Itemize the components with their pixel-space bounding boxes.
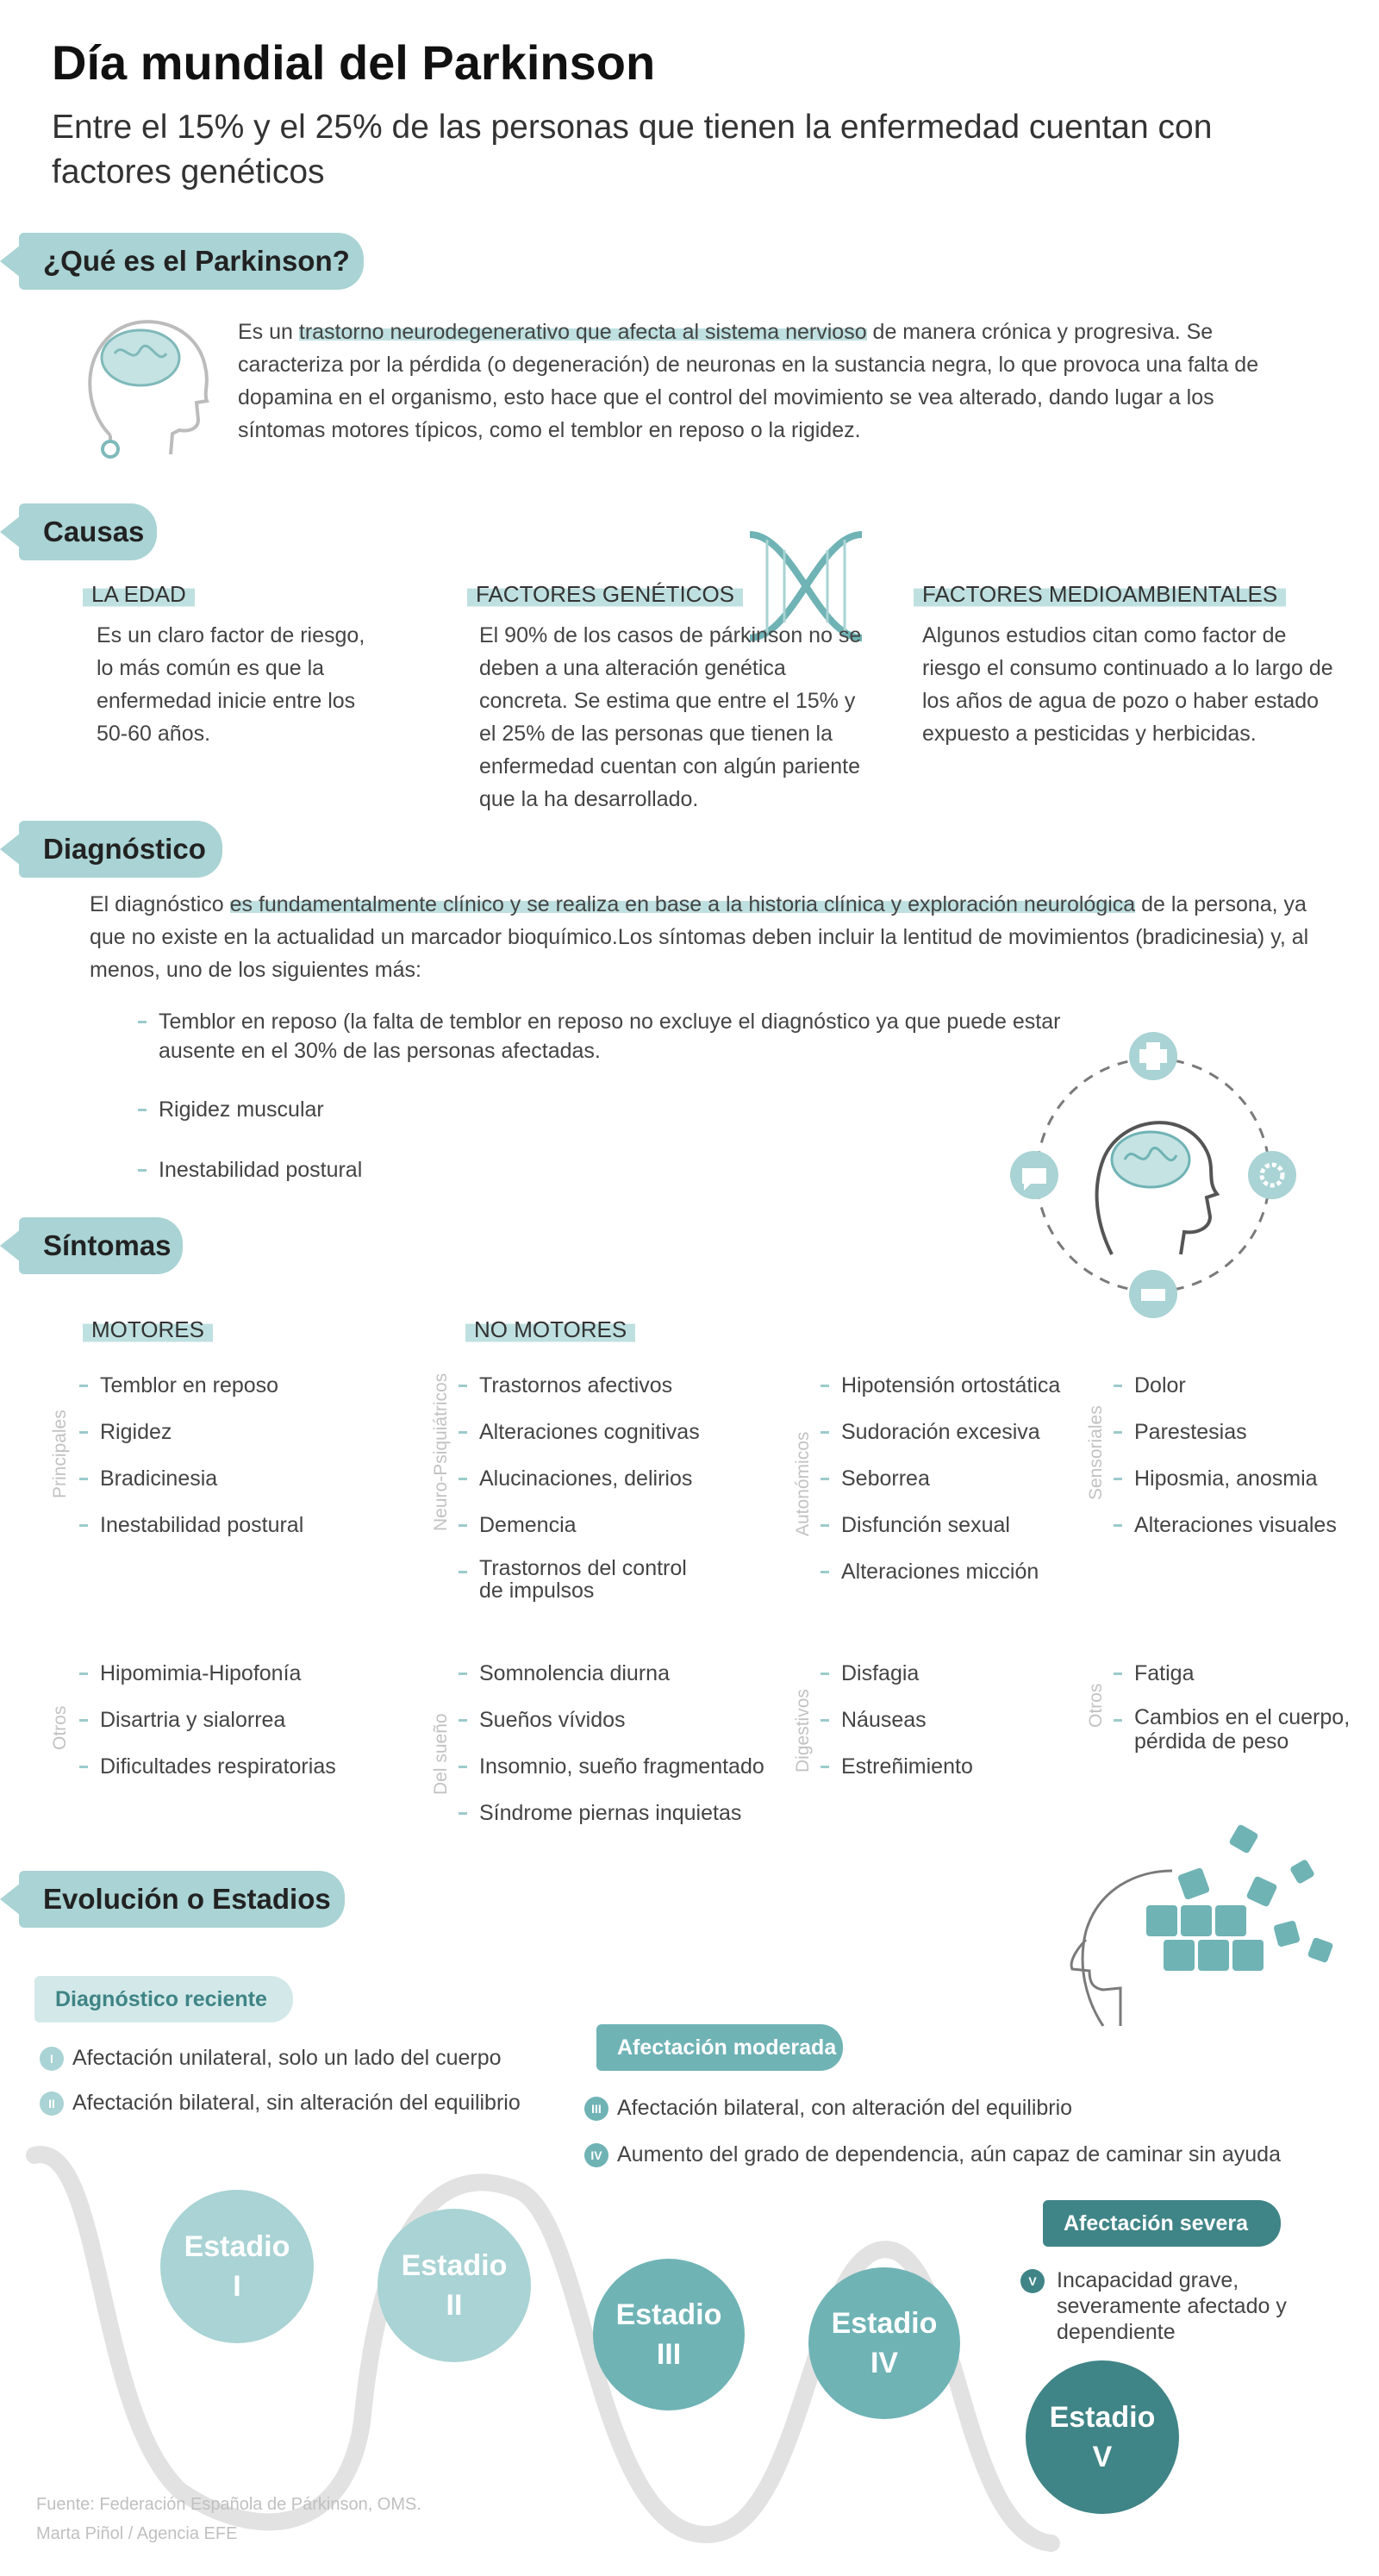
section-header-sintomas [19,1217,172,1274]
footer-source: Fuente: Federación Española de Párkinson, OMS. [36,2495,421,2514]
stage-num: V [1092,2441,1113,2473]
causa-title: FACTORES MEDIOAMBIENTALES [914,579,1286,610]
puzzle-head-icon [1051,1810,1345,2035]
symptom-item: Temblor en reposo [79,1371,278,1400]
stage-word: Estadio [615,2298,722,2331]
stage-word: Estadio [401,2249,508,2282]
stage-group-title: Afectación moderada [617,2035,837,2060]
section-title: ¿Qué es el Parkinson? [43,245,350,277]
stage-description: Afectación unilateral, solo un lado del cuerpo [72,2046,502,2070]
diagnostico-bullet: Inestabilidad postural [138,1155,362,1185]
causa-text: El 90% de los casos de párkinson no se deben a una alteración genética concreta. Se estima que entre el 15% y el 25% de las personas que tienen la enfermedad cuentan con algún pariente que la ha desarrollado. [479,623,862,811]
symptom-item: Dolor [1114,1371,1186,1400]
motores-title-wrap [83,1315,213,1345]
symptom-item: Hiposmia, anosmia [1114,1464,1318,1493]
section-header-evolucion [19,1871,331,1928]
no-motores-title: NO MOTORES [465,1315,635,1345]
stage-word: Estadio [831,2307,938,2340]
symptom-item: Demencia [459,1510,577,1540]
symptom-item: Fatiga [1114,1659,1194,1688]
footer-author: Marta Piñol / Agencia EFE [36,2524,238,2543]
causa-title: LA EDAD [83,579,195,610]
symptom-item: Rigidez [79,1417,172,1447]
stage-number-badge: I [40,2047,64,2071]
causa-text: Algunos estudios citan como factor de riesgo el consumo continuado a lo largo de los años de agua de pozo o haber estado expuesto a pesticidas y herbicidas. [922,623,1333,746]
stage-number-badge: II [40,2091,64,2116]
symptom-item: Hipotensión ortostática [821,1371,1060,1400]
symptom-item: Alteraciones micción [821,1557,1039,1586]
symptom-item: Disfunción sexual [821,1510,1010,1540]
symptom-item: Bradicinesia [79,1464,217,1493]
stage-description: Afectación bilateral, con alteración del equilibrio [617,2096,1073,2120]
stage-num: II [446,2289,463,2322]
group-label: Autonómicos [793,1431,813,1536]
symptom-item: Dificultades respiratorias [79,1752,336,1781]
symptom-item: Hipomimia-Hipofonía [79,1659,301,1688]
section-header-causas [19,503,144,560]
stage-group-title: Afectación severa [1064,2210,1249,2235]
symptom-item: Disartria y sialorrea [79,1705,285,1735]
symptom-item: Alteraciones visuales [1114,1510,1337,1540]
diagnosis-head-icon [1000,1022,1301,1323]
group-label: Del sueño [431,1713,451,1795]
section-header-diagnostico [19,821,206,878]
group-label: Otros [50,1705,70,1750]
symptom-item: Insomnio, sueño fragmentado [459,1752,764,1781]
diagnostico-bullet: Temblor en reposo (la falta de temblor en reposo no excluye el diagnóstico ya que puede estar ausente en el 30% de las personas afectadas. [138,1007,1095,1066]
symptom-item: Sueños vívidos [459,1705,626,1735]
section-title: Evolución o Estadios [43,1883,331,1915]
stage-circle-4 [808,2267,960,2419]
symptom-item: Cambios en el cuerpo, pérdida de peso [1114,1705,1363,1754]
section-title: Diagnóstico [43,833,206,865]
stage-number-badge: IV [584,2143,608,2167]
stage-group-moderada [596,2024,836,2071]
no-motores-title-wrap [465,1315,635,1345]
page-subtitle: Entre el 15% y el 25% de las personas que tienen la enfermedad cuentan con factores genéticos [52,109,1213,191]
stage-num: III [656,2338,682,2371]
group-label: Sensoriales [1086,1405,1106,1500]
symptom-item: Trastornos afectivos [459,1371,672,1400]
symptom-item: Alteraciones cognitivas [459,1417,700,1447]
stage-number-badge: III [584,2097,608,2121]
head-brain-icon [76,306,214,461]
diagnostico-description: El diagnóstico es fundamentalmente clínico y se realiza en base a la historia clínica y exploración neurológica de la persona, ya que no existe en la actualidad un marcador bioquímico.Los síntomas deben incluir la lentitud de movimientos (bradicinesia) y, al menos, uno de los siguientes más: [90,892,1309,982]
symptom-item: Trastornos del control de impulsos [459,1557,700,1602]
stage-group-title: Diagnóstico reciente [55,1986,267,2011]
stage-description: Afectación bilateral, sin alteración del equilibrio [72,2091,521,2115]
symptom-item: Seborrea [821,1464,930,1493]
group-label: Principales [50,1410,70,1498]
group-label: Otros [1086,1683,1106,1728]
symptom-item: Disfagia [821,1659,919,1688]
section-title: Causas [43,516,145,547]
causa-title: FACTORES GENÉTICOS [467,579,743,610]
que-es-highlight: trastorno neurodegenerativo que afecta al sistema nervioso [298,320,867,344]
symptom-item: Sudoración excesiva [821,1417,1040,1447]
group-label: Digestivos [793,1689,813,1773]
causa-column [914,579,1286,610]
stage-description: Aumento del grado de dependencia, aún capaz de caminar sin ayuda [617,2142,1281,2166]
section-title: Síntomas [43,1229,172,1261]
symptom-item: Somnolencia diurna [459,1659,670,1688]
section-header-que-es [19,233,350,290]
diagnostico-highlight: es fundamentalmente clínico y se realiza en base a la historia clínica y exploración neurológica [229,892,1136,916]
group-label: Neuro-Psiquiátricos [431,1372,451,1531]
stage-word: Estadio [1049,2401,1156,2434]
stage-description: Incapacidad grave, severamente afectado y dependiente [1057,2268,1287,2344]
page-title: Día mundial del Parkinson [52,35,656,90]
stage-circle-2 [378,2209,531,2362]
stage-num: I [233,2270,241,2303]
stage-circle-1 [160,2190,314,2343]
stage-circle-5 [1026,2360,1179,2514]
causa-text: Es un claro factor de riesgo, lo más común es que la enfermedad inicie entre los 50-60 años. [97,623,365,746]
stage-word: Estadio [184,2230,290,2263]
stage-num: IV [870,2347,899,2379]
symptom-item: Inestabilidad postural [79,1510,303,1540]
stage-circle-3 [593,2259,745,2410]
motores-title: MOTORES [83,1315,213,1345]
stage-number-badge: V [1020,2269,1045,2293]
causa-column [467,579,743,610]
stage-group-reciente [34,1976,267,2023]
symptom-item: Parestesias [1114,1417,1247,1447]
diagnostico-bullet: Rigidez muscular [138,1095,324,1124]
causa-column [83,579,195,610]
symptom-item: Náuseas [821,1705,927,1735]
que-es-description: Es un trastorno neurodegenerativo que afecta al sistema nervioso de manera crónica y progresiva. Se caracteriza por la pérdida (o degeneración) de neuronas en la sustancia negra, lo que provoca una falta de dopamina en el organismo, esto hace que el control del movimiento se vea alterado, dando lugar a los síntomas motores típicos, como el temblor en reposo o la rigidez. [238,320,1259,442]
symptom-item: Alucinaciones, delirios [459,1464,692,1493]
symptom-item: Estreñimiento [821,1752,973,1781]
symptom-item: Síndrome piernas inquietas [459,1798,741,1828]
